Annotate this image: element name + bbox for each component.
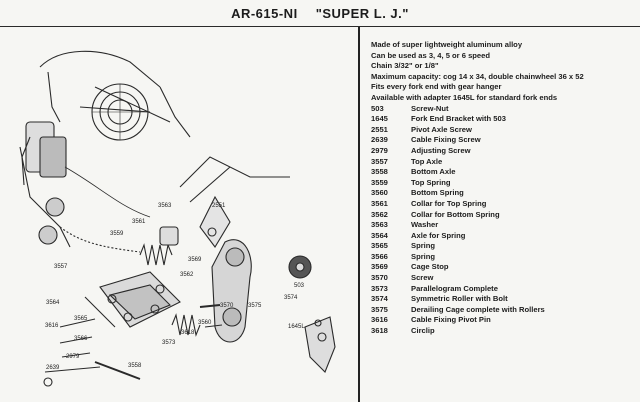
- description-line: Can be used as 3, 4, 5 or 6 speed: [371, 50, 491, 60]
- part-number: 3564: [371, 230, 388, 240]
- part-name: Derailing Cage complete with Rollers: [411, 304, 545, 314]
- label-3616: 3616: [45, 323, 59, 329]
- label-2979: 2979: [66, 354, 80, 360]
- parts-row: [371, 241, 637, 252]
- exploded-view-illustration: [0, 27, 358, 402]
- parts-list: [371, 104, 637, 337]
- part-name: Circlip: [411, 326, 435, 336]
- part-name: Parallelogram Complete: [411, 283, 498, 293]
- parts-row: [371, 305, 637, 316]
- label-2639: 2639: [46, 365, 60, 371]
- label-3569: 3569: [188, 257, 202, 263]
- part-name: Pivot Axle Screw: [411, 124, 472, 134]
- label-3563: 3563: [158, 203, 172, 209]
- part-name: Collar for Top Spring: [411, 198, 487, 208]
- parts-row: [371, 125, 637, 136]
- part-number: 3575: [371, 304, 388, 314]
- label-2551: 2551: [212, 203, 226, 209]
- part-number: 3616: [371, 315, 388, 325]
- part-number: 3561: [371, 198, 388, 208]
- part-name: Washer: [411, 220, 439, 230]
- column-divider: [358, 27, 360, 402]
- part-number: 2639: [371, 135, 388, 145]
- part-number: 3573: [371, 283, 388, 293]
- label-3559: 3559: [110, 231, 124, 237]
- description-block: [371, 40, 637, 104]
- part-name: Cable Fixing Pivot Pin: [411, 315, 491, 325]
- label-503: 503: [294, 283, 305, 289]
- label-3562: 3562: [180, 272, 194, 278]
- parts-row: [371, 188, 637, 199]
- label-3558: 3558: [128, 363, 142, 369]
- parts-row: [371, 220, 637, 231]
- description-line: Maximum capacity: cog 14 x 34, double chainwheel 36 x 52: [371, 71, 584, 81]
- parts-row: [371, 104, 637, 115]
- part-number: 3570: [371, 273, 388, 283]
- label-3561: 3561: [132, 219, 146, 225]
- parts-panel: [371, 40, 637, 337]
- adapter-drawing: [305, 317, 335, 372]
- part-number: 3565: [371, 241, 388, 251]
- parts-row: [371, 114, 637, 125]
- label-3564: 3564: [46, 300, 60, 306]
- part-number: 3559: [371, 177, 388, 187]
- part-name: Axle for Spring: [411, 230, 466, 240]
- parts-row: [371, 167, 637, 178]
- part-number: 3560: [371, 188, 388, 198]
- label-3560: 3560: [198, 320, 212, 326]
- parts-row: [371, 178, 637, 189]
- part-name: Bottom Spring: [411, 188, 464, 198]
- label-1645L: 1645L: [288, 324, 305, 330]
- description-line: Available with adapter 1645L for standard fork ends: [371, 92, 558, 102]
- part-name: Top Axle: [411, 156, 443, 166]
- top-spring-drawing: [140, 227, 178, 265]
- model-number: AR-615-NI: [231, 6, 298, 21]
- parts-row: [371, 262, 637, 273]
- parts-row: [371, 294, 637, 305]
- label-3574: 3574: [284, 295, 298, 301]
- part-name: Bottom Axle: [411, 167, 456, 177]
- label-3573: 3573: [162, 340, 176, 346]
- part-name: Spring: [411, 241, 436, 251]
- description-line: Made of super lightweight aluminum alloy: [371, 40, 523, 49]
- description-line: Chain 3/32" or 1/8": [371, 61, 439, 71]
- part-number: 3566: [371, 251, 388, 261]
- description-line: Fits every fork end with gear hanger: [371, 82, 502, 92]
- parts-row: [371, 135, 637, 146]
- part-number: 503: [371, 103, 384, 113]
- label-3565: 3565: [74, 316, 88, 322]
- part-number: 3557: [371, 156, 388, 166]
- parts-row: [371, 273, 637, 284]
- parts-row: [371, 157, 637, 168]
- part-number: 3569: [371, 262, 388, 272]
- part-name: Screw-Nut: [411, 103, 449, 113]
- parts-row: [371, 199, 637, 210]
- part-number: 3574: [371, 294, 388, 304]
- label-3557: 3557: [54, 264, 68, 270]
- part-number: 2551: [371, 124, 388, 134]
- part-name: Screw: [411, 273, 434, 283]
- part-name: Cable Fixing Screw: [411, 135, 481, 145]
- parts-row: [371, 284, 637, 295]
- parts-row: [371, 252, 637, 263]
- parts-row: [371, 210, 637, 221]
- parts-row: [371, 326, 637, 337]
- part-name: Adjusting Screw: [411, 145, 471, 155]
- part-number: 3562: [371, 209, 388, 219]
- parallelogram-drawing: [85, 272, 180, 327]
- part-number: 2979: [371, 145, 388, 155]
- frame-dropout-drawing: [180, 157, 290, 247]
- part-name: Cage Stop: [411, 262, 449, 272]
- parts-row: [371, 146, 637, 157]
- cage-drawing: [212, 240, 251, 342]
- mounted-derailleur-drawing: [20, 51, 190, 252]
- label-3618: 3618: [181, 330, 195, 336]
- roller-drawing: [289, 256, 311, 278]
- part-name: Spring: [411, 251, 436, 261]
- part-name: Fork End Bracket with 503: [411, 114, 506, 124]
- model-name: "SUPER L. J.": [315, 6, 409, 21]
- part-name: Collar for Bottom Spring: [411, 209, 500, 219]
- page-title: [0, 6, 640, 21]
- label-3570: 3570: [220, 303, 234, 309]
- part-number: 1645: [371, 114, 388, 124]
- label-3566: 3566: [74, 336, 88, 342]
- parts-row: [371, 231, 637, 242]
- part-name: Symmetric Roller with Bolt: [411, 294, 508, 304]
- label-3575: 3575: [248, 303, 262, 309]
- part-name: Top Spring: [411, 177, 451, 187]
- part-number: 3563: [371, 220, 388, 230]
- parts-row: [371, 315, 637, 326]
- part-number: 3558: [371, 167, 388, 177]
- part-number: 3618: [371, 326, 388, 336]
